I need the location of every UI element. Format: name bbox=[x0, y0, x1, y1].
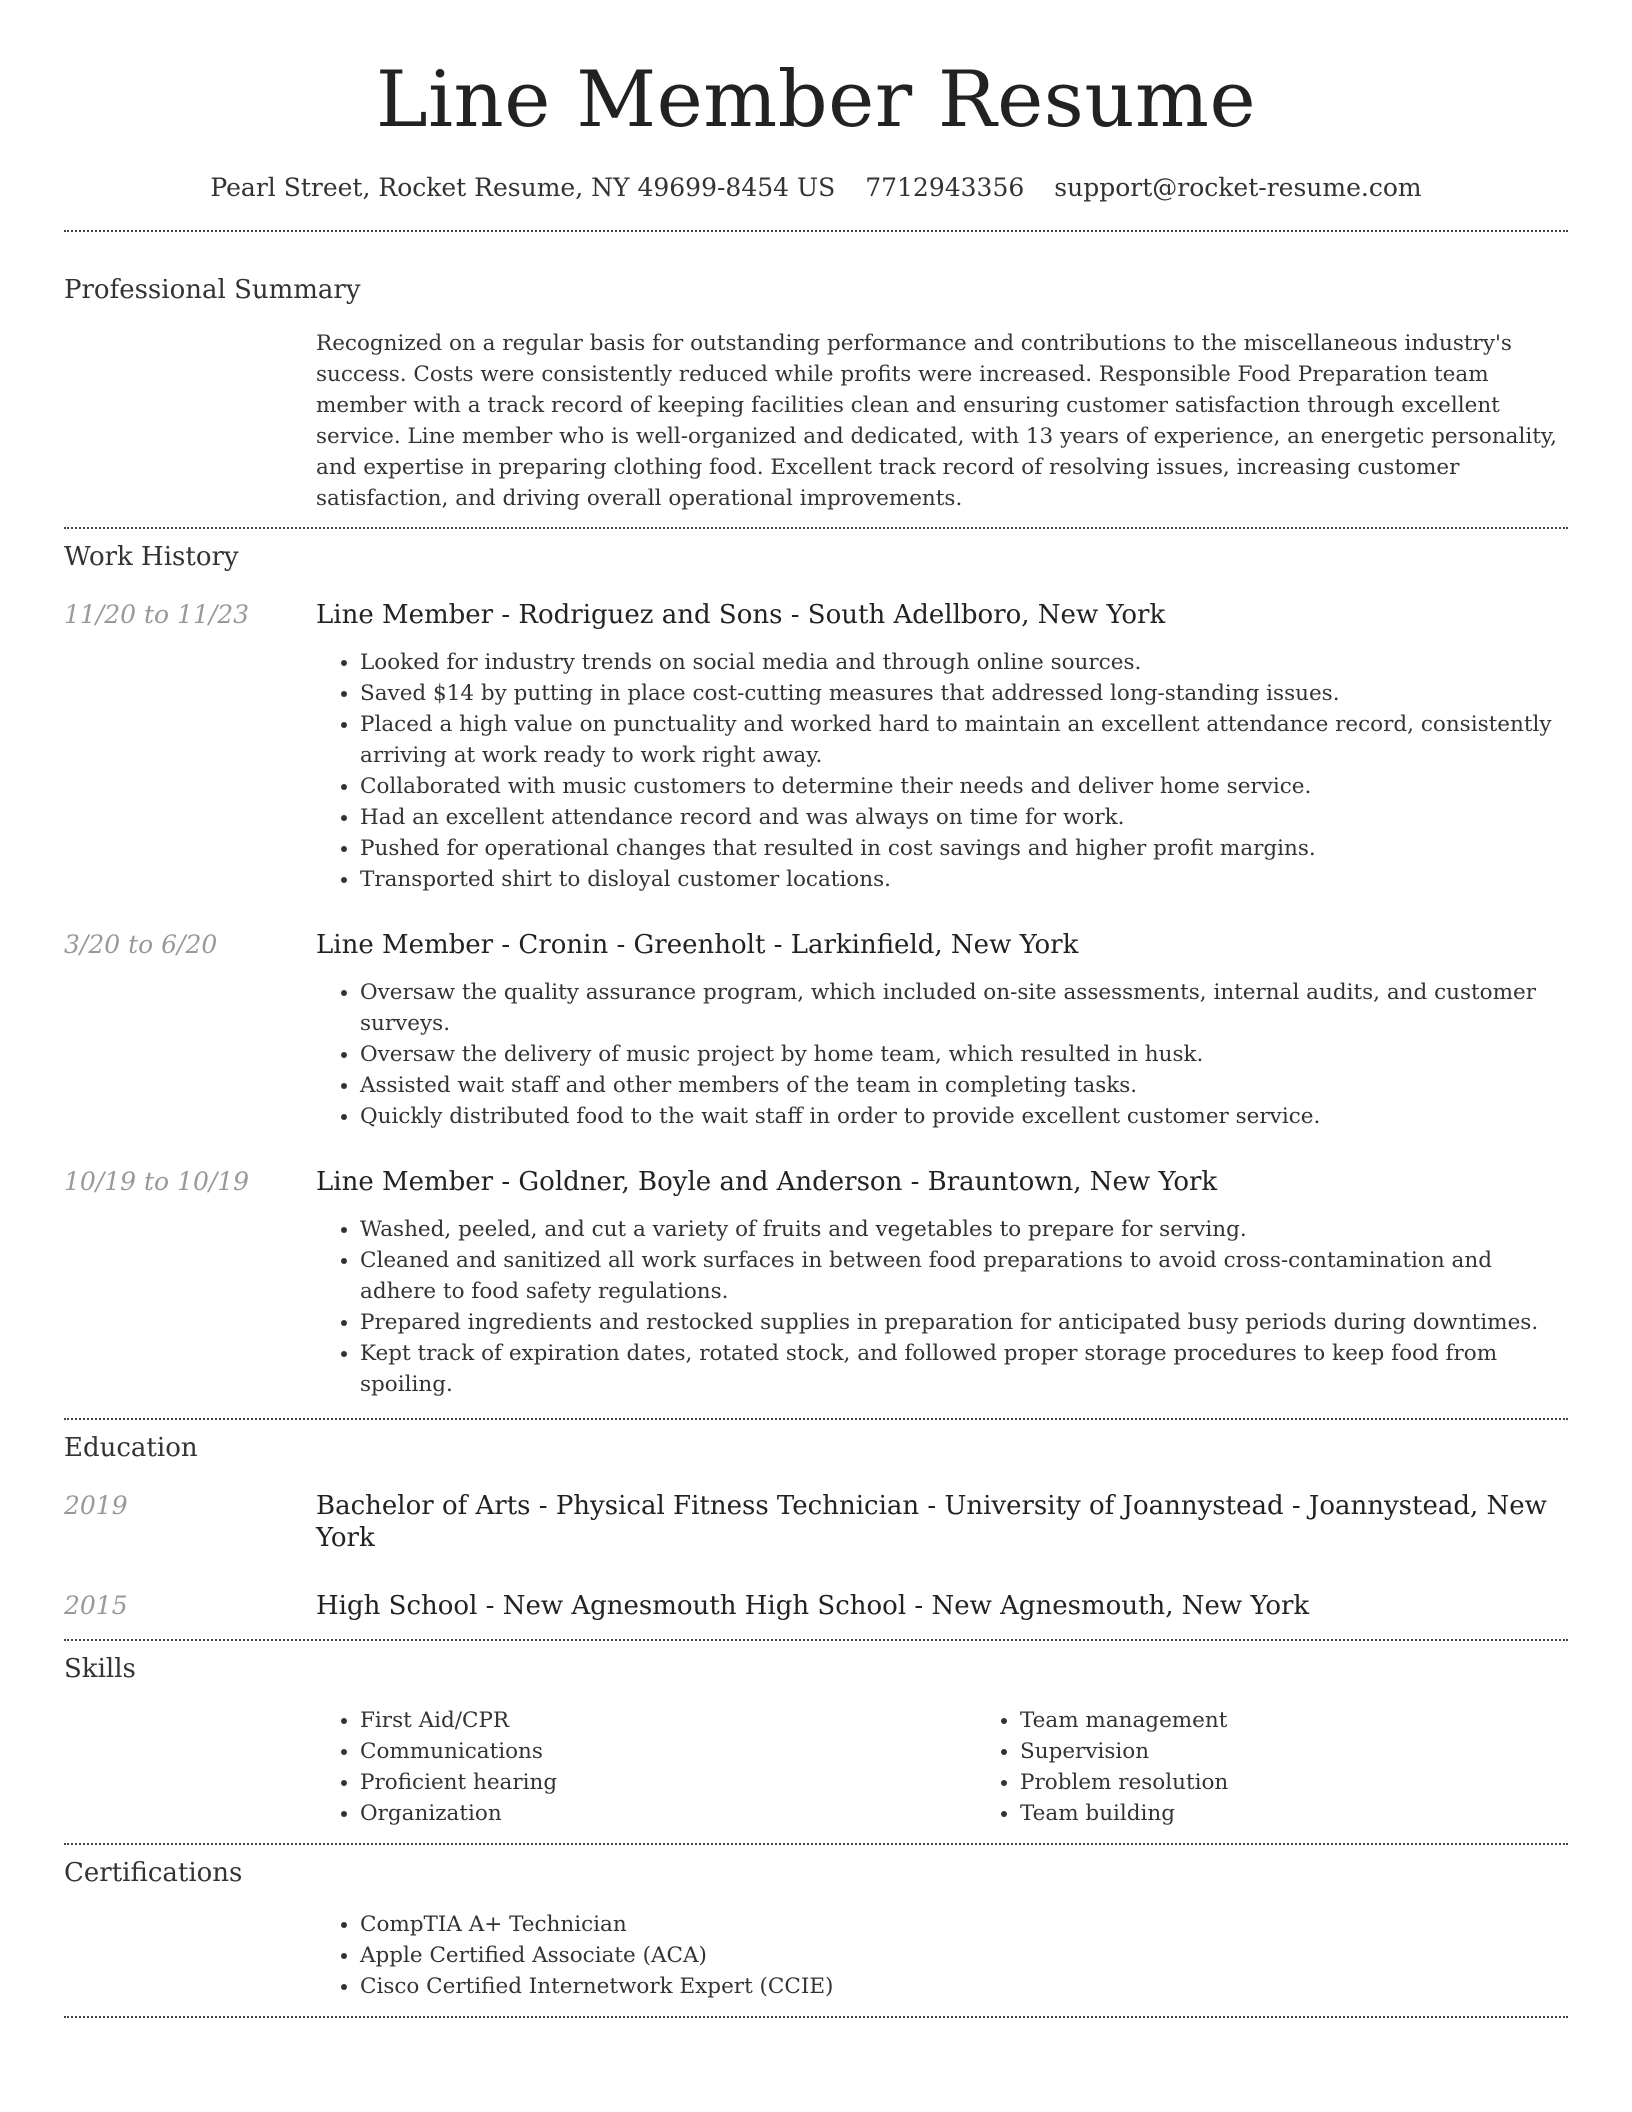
contact-phone: 7712943356 bbox=[865, 173, 1025, 202]
skill-item: • Problem resolution bbox=[1020, 1767, 1632, 1798]
education-heading: Education bbox=[64, 1433, 198, 1463]
job-entry bbox=[64, 599, 1568, 895]
skill-item: • Supervision bbox=[1020, 1736, 1632, 1767]
job-list bbox=[64, 599, 1568, 1400]
job-dates: 11/20 to 11/23 bbox=[64, 600, 250, 629]
divider bbox=[64, 230, 1568, 232]
job-duty: • Quickly distributed food to the wait staff in order to provide excellent customer service. bbox=[360, 1101, 1568, 1132]
certifications-list bbox=[316, 1909, 1568, 2002]
job-duty: • Collaborated with music customers to determine their needs and deliver home service. bbox=[360, 771, 1568, 802]
resume-title: Line Member Resume bbox=[375, 55, 1257, 145]
job-entry bbox=[64, 1166, 1568, 1400]
education-year: 2015 bbox=[64, 1591, 128, 1620]
job-duty: • Washed, peeled, and cut a variety of fruits and vegetables to prepare for serving. bbox=[360, 1214, 1568, 1245]
job-duties bbox=[316, 977, 1568, 1132]
job-duty: • Kept track of expiration dates, rotated stock, and followed proper storage procedures to keep food from spoiling. bbox=[360, 1338, 1568, 1400]
job-duty: • Saved $14 by putting in place cost-cutting measures that addressed long-standing issues. bbox=[360, 678, 1568, 709]
divider bbox=[64, 2016, 1568, 2018]
skill-item: • First Aid/CPR bbox=[360, 1705, 976, 1736]
job-duty: • Had an excellent attendance record and was always on time for work. bbox=[360, 802, 1568, 833]
certification-item: • Apple Certified Associate (ACA) bbox=[360, 1940, 1568, 1971]
job-duty: • Placed a high value on punctuality and worked hard to maintain an excellent attendance record, consistently arriving at work ready to work right away. bbox=[360, 709, 1568, 771]
education-section bbox=[64, 1432, 1568, 1622]
work-history-section bbox=[64, 541, 1568, 1400]
certifications-heading: Certifications bbox=[64, 1858, 243, 1888]
divider bbox=[64, 1843, 1568, 1845]
contact-address: Pearl Street, Rocket Resume, NY 49699-8454 US bbox=[210, 173, 836, 202]
job-duty: • Assisted wait staff and other members of the team in completing tasks. bbox=[360, 1070, 1568, 1101]
education-degree: High School - New Agnesmouth High School - New Agnesmouth, New York bbox=[316, 1591, 1310, 1621]
job-title: Line Member - Cronin - Greenholt - Larkinfield, New York bbox=[316, 930, 1079, 960]
skills-columns bbox=[316, 1705, 1632, 1829]
job-duties bbox=[316, 647, 1568, 895]
contact-email: support@rocket-resume.com bbox=[1054, 173, 1422, 202]
divider bbox=[64, 527, 1568, 529]
summary-section bbox=[64, 274, 1568, 514]
certifications-section bbox=[64, 1857, 1568, 2002]
work-history-heading: Work History bbox=[64, 542, 239, 572]
education-entry bbox=[64, 1490, 1568, 1554]
skill-item: • Proficient hearing bbox=[360, 1767, 976, 1798]
divider bbox=[64, 1639, 1568, 1641]
job-entry bbox=[64, 929, 1568, 1132]
skill-item: • Organization bbox=[360, 1798, 976, 1829]
skill-item: • Communications bbox=[360, 1736, 976, 1767]
contact-line bbox=[64, 172, 1568, 204]
job-title: Line Member - Goldner, Boyle and Anderson - Brauntown, New York bbox=[316, 1167, 1218, 1197]
summary-heading: Professional Summary bbox=[64, 275, 361, 305]
job-duty: • Transported shirt to disloyal customer locations. bbox=[360, 864, 1568, 895]
certification-item: • Cisco Certified Internetwork Expert (CCIE) bbox=[360, 1971, 1568, 2002]
job-duty: • Oversaw the delivery of music project by home team, which resulted in husk. bbox=[360, 1039, 1568, 1070]
education-year: 2019 bbox=[64, 1491, 128, 1520]
job-duty: • Prepared ingredients and restocked supplies in preparation for anticipated busy periods during downtimes. bbox=[360, 1307, 1568, 1338]
job-duty: • Pushed for operational changes that resulted in cost savings and higher profit margins. bbox=[360, 833, 1568, 864]
education-entry bbox=[64, 1590, 1568, 1622]
skill-item: • Team building bbox=[1020, 1798, 1632, 1829]
skills-list-left bbox=[316, 1705, 976, 1829]
skills-heading: Skills bbox=[64, 1654, 136, 1684]
summary-row bbox=[64, 328, 1568, 514]
skill-item: • Team management bbox=[1020, 1705, 1632, 1736]
certification-item: • CompTIA A+ Technician bbox=[360, 1909, 1568, 1940]
job-dates: 10/19 to 10/19 bbox=[64, 1167, 250, 1196]
job-duty: • Cleaned and sanitized all work surfaces in between food preparations to avoid cross-contamination and adhere to food safety regulations. bbox=[360, 1245, 1568, 1307]
job-duties bbox=[316, 1214, 1568, 1400]
job-duty: • Oversaw the quality assurance program, which included on-site assessments, internal audits, and customer surveys. bbox=[360, 977, 1568, 1039]
summary-text: Recognized on a regular basis for outstanding performance and contributions to the miscellaneous industry's success. Costs were consistently reduced while profits were increased. Responsible Food Preparation team member with a track record of keeping facilities clean and ensuring customer satisfaction through excellent service. Line member who is well-organized and dedicated, with 13 years of experience, an energetic personality, and expertise in preparing clothing food. Excellent track record of resolving issues, increasing customer satisfaction, and driving overall operational improvements. bbox=[316, 331, 1558, 511]
skills-section bbox=[64, 1653, 1568, 1829]
education-degree: Bachelor of Arts - Physical Fitness Technician - University of Joannystead - Joannystead, New York bbox=[316, 1491, 1547, 1553]
job-dates: 3/20 to 6/20 bbox=[64, 930, 218, 959]
divider bbox=[64, 1418, 1568, 1420]
job-duty: • Looked for industry trends on social media and through online sources. bbox=[360, 647, 1568, 678]
skills-list-right bbox=[976, 1705, 1632, 1829]
job-title: Line Member - Rodriguez and Sons - South Adellboro, New York bbox=[316, 600, 1166, 630]
